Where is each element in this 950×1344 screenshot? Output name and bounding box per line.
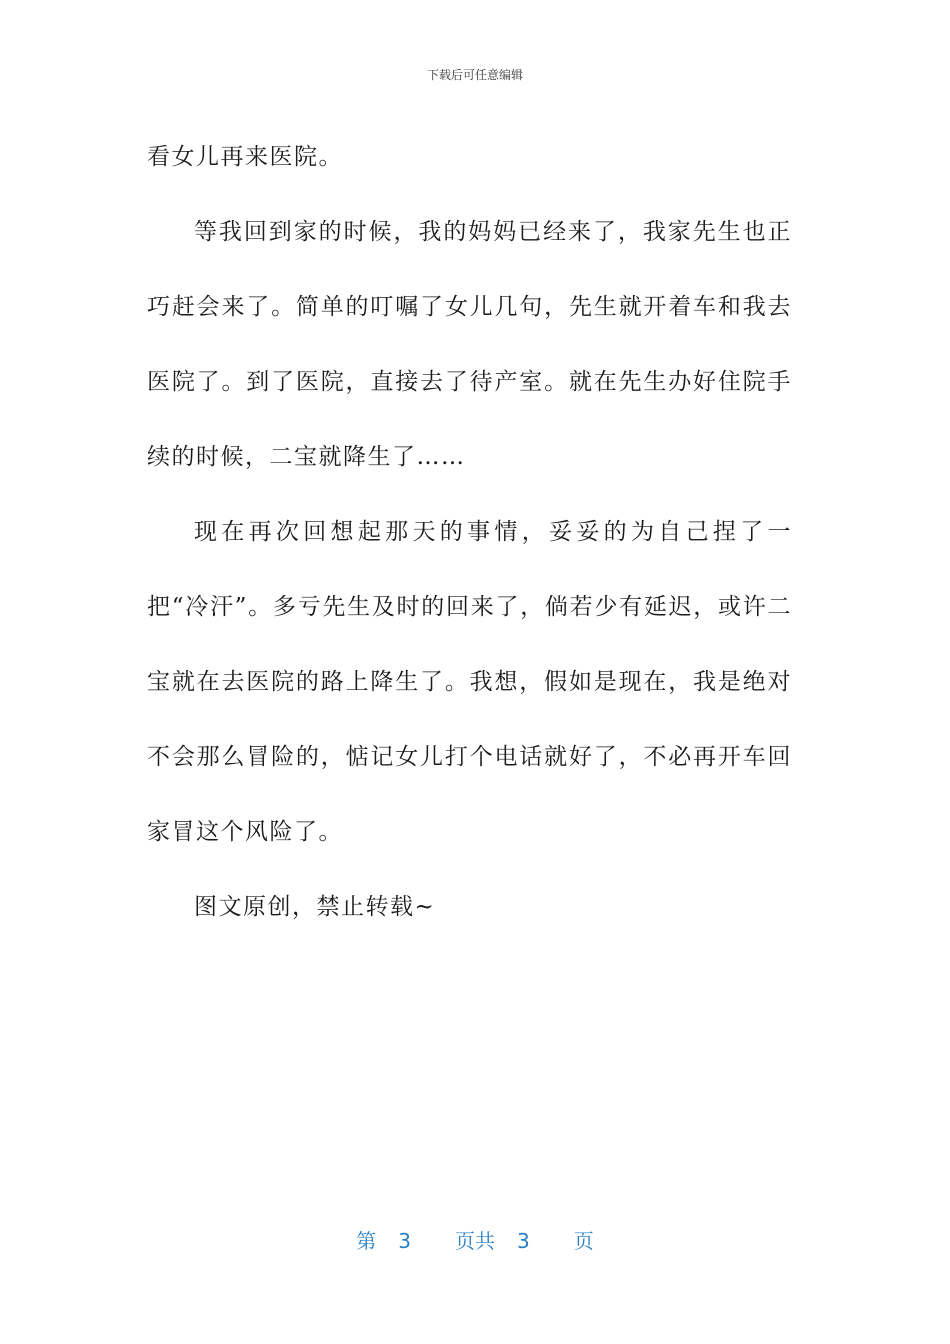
page-prefix: 第 [356,1229,377,1253]
current-page-number: 3 [398,1229,411,1253]
paragraph: 图文原创，禁止转载~ [194,894,436,920]
page-middle-label: 页共 [455,1229,495,1253]
total-pages-number: 3 [517,1229,530,1253]
paragraph: 看女儿再来医院。 [147,144,343,170]
document-body [147,120,792,945]
paragraph: 等我回到家的时候，我的妈妈已经来了，我家先生也正巧赶会来了。简单的叮嘱了女儿几句，先生就开着车和我去医院了。到了医院，直接去了待产室。就在先生办好住院手续的时候，二宝就降生了…… [147,219,792,470]
page-number-footer [0,1225,950,1254]
page-header-note: 下载后可任意编辑 [426,68,523,82]
paragraph: 现在再次回想起那天的事情，妥妥的为自己捏了一把“冷汗”。多亏先生及时的回来了，倘若少有延迟，或许二宝就在去医院的路上降生了。我想，假如是现在，我是绝对不会那么冒险的，惦记女儿打个电话就好了，不必再开车回家冒这个风险了。 [147,519,792,845]
page-suffix: 页 [573,1229,594,1253]
